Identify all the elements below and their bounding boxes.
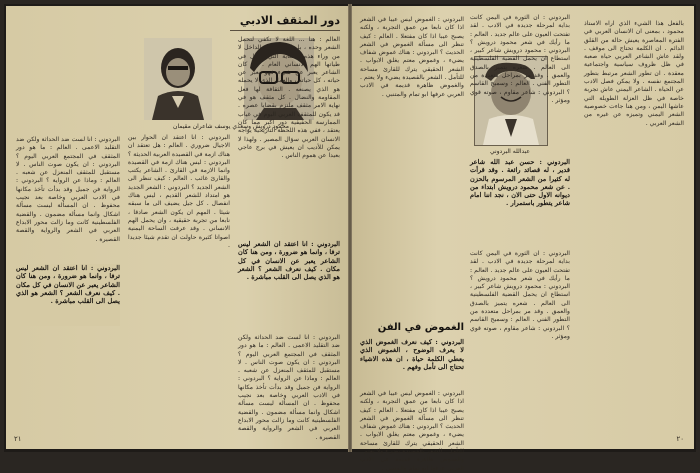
right-col-middle-top: البردوني : ان الثورة في اليمن كانت بداية لمرحلة جديدة في الادب . لقد تفتحت العيون على عالم جديد . العالم : ما رأيك في شعر محمود درويش ؟ البردوني : محمود درويش شاعر كبير ، استطاع ان يحمل القضية الفلسطينية الى العالم . شعره يتميز بالصدق والعمق . وقد مر بمراحل متعددة من التطور الفني . العالم : وسميح القاسم ؟ البردوني : شاعر مقاوم ، صوته قوي ومؤثر . bbox=[470, 14, 570, 104]
left-bold-inset: البردوني : انا اعتقد ان الشعر ليس ترفا ، وانما هو ضرورة ، ومن هنا كان الشاعر يعبر عن الانسان في كل مكان . كيف نعرف الشعر ؟ الشعر هو الذي يصل الى القلب مباشرة . bbox=[16, 264, 120, 326]
left-bold-block: البردوني : انا اعتقد ان الشعر ليس ترفا ، وانما هو ضرورة ، ومن هنا كان الشاعر يعبر عن الانسان في كل مكان . كيف نعرف الشعر ؟ الشعر هو الذي يصل الى القلب مباشرة . bbox=[238, 240, 340, 282]
left-col-left: البردوني : انا لست ضد الحداثة ولكن ضد التقليد الاعمى . العالم : ما هو دور المثقف في المجتمع العربي اليوم ؟ البردوني : ان يكون صوت الناس . لا مستقبل للمثقف المنعزل عن شعبه . العالم : وماذا عن الرواية ؟ البردوني : الرواية فن جميل وقد بدأت تأخذ مكانها في الادب العربي وخاصة بعد نجيب محفوظ . ان المسألة ليست مسألة اشكال وانما مسألة مضمون . والقضية الفلسطينية كانت وما زالت محور الابداع العربي في الشعر والرواية والقصة القصيرة . bbox=[16, 136, 120, 243]
right-col-left-bottom: البردوني : الغموض ليس عيبا في الشعر اذا كان نابعا من عمق التجربة ، ولكنه يصبح عيبا اذا كان مفتعلا . العالم : كيف تنظر الى مسألة الغموض في الشعر الحديث ؟ البردوني : هناك غموض شفاف يضيء ، وغموض معتم يغلق الابواب . الشعر الحقيقي يترك للقارئ مساحة للتأمل . الشعر بالقصيدة يضيء ولا يعتم . والغموض ظاهرة قديمة في الادب العربي عرفها ابو تمام والمتنبي . bbox=[360, 390, 464, 472]
left-col-middle: البردوني : انا اعتقد ان الحوار بين الاجيال ضروري . العالم : هل تعتقد ان هناك ازمة في القصيدة العربية الحديثة ؟ البردوني : ليس هناك ازمة في القصيدة وانما الازمة في القارئ . الشاعر يكتب والقارئ غائب . العالم : كيف تنظر الى الشعر الجديد ؟ البردوني : الشعر الجديد هو امتداد للشعر القديم ، ليس هناك انفصال . كل جيل يضيف الى ما سبقه شيئا . المهم ان يكون الشعر صادقا ، نابعا من تجربة حقيقية ، وان يحمل الهم الانساني . وقد عرفت الساحة اليمنية اصواتا كثيرة حاولت ان تقدم شيئا جديدا . bbox=[128, 134, 230, 249]
left-page-number: ٢١ bbox=[14, 435, 22, 443]
right-page-number: ٢٠ bbox=[676, 435, 684, 443]
section-heading: الغموض في الفن bbox=[377, 322, 464, 333]
left-col-right-lower: البردوني : انا لست ضد الحداثة ولكن ضد التقليد الاعمى . العالم : ما هو دور المثقف في المجتمع العربي اليوم ؟ البردوني : ان يكون صوت الناس . لا مستقبل للمثقف المنعزل عن شعبه . العالم : وماذا عن الرواية ؟ البردوني : الرواية فن جميل وقد بدأت تأخذ مكانها في الادب العربي وخاصة بعد نجيب محفوظ . ان المسألة ليست مسألة اشكال وانما مسألة مضمون . والقضية الفلسطينية كانت وما زالت محور الابداع العربي في الشعر والرواية والقصة القصيرة . bbox=[238, 334, 340, 441]
right-col-right: بالفعل هذا الشيء الذي اراه الاستاذ محمود ، بمعنى ان الانسان العربي في الفترة المعاصرة يعيش حالة من القلق الدائم . ان الكلمة تحتاج الى موقف . ولقد عاش الشاعر العربي حياة صعبة في ظل ظروف سياسية واجتماعية معقدة . ان تطور الشعر مرتبط بتطور المجتمع نفسه . ولا يمكن فصل الادب عن الحياة . الشاعر اليمني عاش تجربة خاصة في ظل العزلة الطويلة التي عاشها اليمن ، ومن هنا جاءت خصوصية الشعر اليمني وتميزه عن غيره من الشعر العربي . bbox=[584, 20, 684, 127]
left-page bbox=[6, 6, 348, 449]
left-photo-caption: محمود درويش وسعدي يوسف شاعران مقيمان bbox=[173, 123, 289, 130]
left-page-heading: دور المثقف الادبي bbox=[239, 14, 340, 27]
right-page bbox=[352, 6, 694, 472]
portrait-photo-1 bbox=[144, 38, 212, 120]
right-photo-caption: عبدالله البردوني bbox=[489, 148, 530, 155]
right-col-left-top: البردوني : الغموض ليس عيبا في الشعر اذا كان نابعا من عمق التجربة ، ولكنه يصبح عيبا اذا كان مفتعلا . العالم : كيف تنظر الى مسألة الغموض في الشعر الحديث ؟ البردوني : هناك غموض شفاف يضيء ، وغموض معتم يغلق الابواب . الشعر الحقيقي يترك للقارئ مساحة للتأمل . الشعر بالقصيدة يضيء ولا يعتم . والغموض ظاهرة قديمة في الادب العربي عرفها ابو تمام والمتنبي . bbox=[360, 16, 464, 98]
left-col-right: العالم : هنا ... اللغة لا تكفي لتحمل الشعر وحده ، بل اية تنبع من الداخل لا من وراء هذه الحكاية التي تحمل في طياتها الهم الانساني العام . اذا كان الشاعر يعبر عن شيء فهو يعبر عن حياته ، كل حياته ، والعمل الذي لا يحمله هو الذي يصنعه . الثقافة لها فعل المقاومة والنضال . كل مثقف هو في نهاية الامر مثقف ملتزم بقضايا عصره . قد يكون للمثقف العربي اليوم في غياب الممارسة الحقيقية دور اكبر مما كان يعتقد ، ففي هذه اللحظة التاريخية يواجه الانسان العربي سؤال المصير . ولهذا لا يمكن للأديب ان يعيش في برج عاجي بعيدا عن هموم الناس . bbox=[238, 36, 340, 160]
magazine-spread bbox=[4, 4, 696, 472]
right-col-bold-middle: البردوني : حسن عبد الله شاعر قدير ، له قصائد رائعة . وقد قرأت له كثيرا من الشعر المرسوم بالحزن . عن شعر محمود درويش ابتداء من ديوانه الاول حتى الان ، نجد اننا امام شاعر يتطور باستمرار . bbox=[470, 158, 570, 208]
right-col-middle-lower: البردوني : ان الثورة في اليمن كانت بداية لمرحلة جديدة في الادب . لقد تفتحت العيون على عالم جديد . العالم : ما رأيك في شعر محمود درويش ؟ البردوني : محمود درويش شاعر كبير ، استطاع ان يحمل القضية الفلسطينية الى العالم . شعره يتميز بالصدق والعمق . وقد مر بمراحل متعددة من التطور الفني . العالم : وسميح القاسم ؟ البردوني : شاعر مقاوم ، صوته قوي ومؤثر . bbox=[470, 250, 570, 340]
right-bottom-bold: البردوني : كيف نعرف الغموض الذي لا يعرف الوضوح ، الغموض الذي يعطي الكلمة حياة ، ان هذه الاشياء تحتاج الى تأمل وفهم . bbox=[360, 338, 464, 371]
heading-rule bbox=[230, 30, 340, 31]
